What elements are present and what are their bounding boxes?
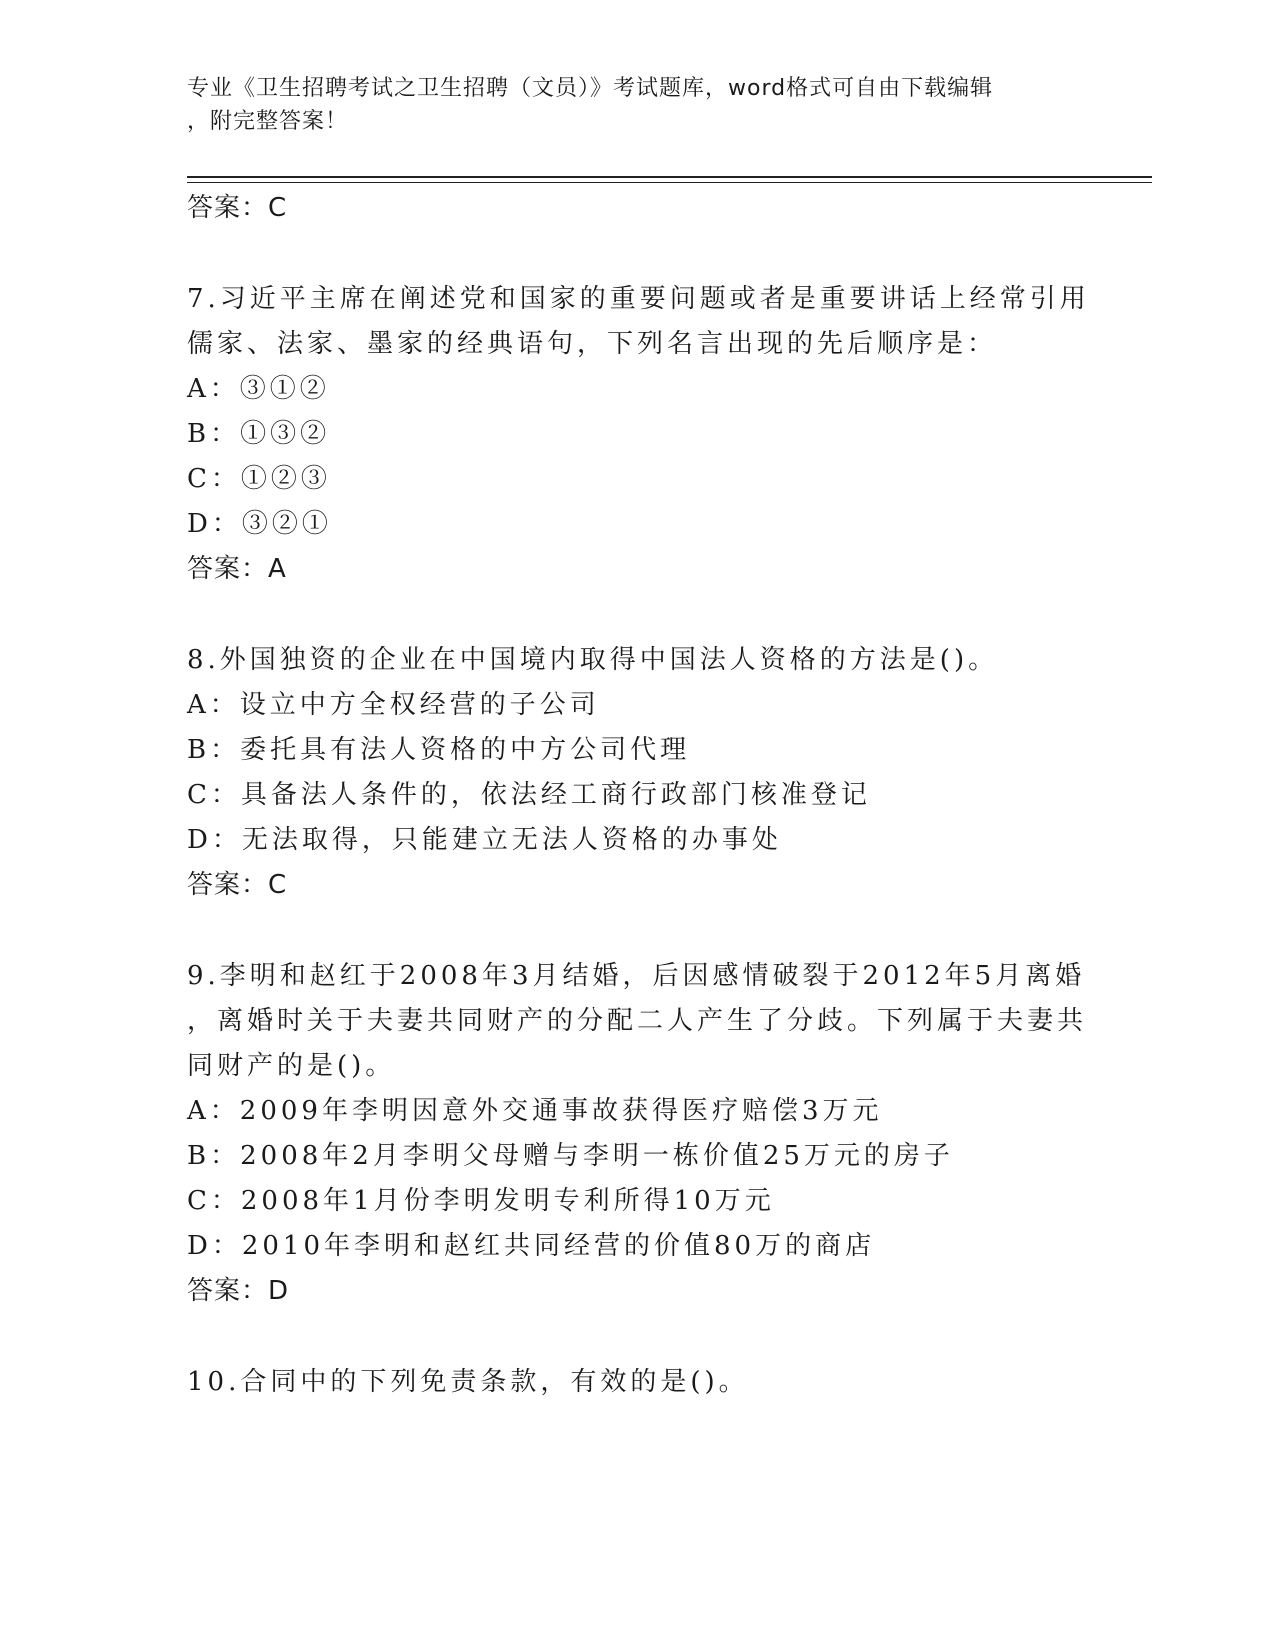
- header-rule-thin: [187, 182, 1152, 183]
- header-line-2: ，附完整答案！: [187, 109, 349, 134]
- option-a: A：③①②: [187, 374, 330, 404]
- question-7: [187, 277, 1090, 592]
- question-content: [187, 186, 1090, 1405]
- answer-line: 答案：D: [187, 1276, 290, 1306]
- answer-line: 答案：C: [187, 193, 288, 223]
- option-c: C：①②③: [187, 464, 331, 494]
- question-10: [187, 1360, 1087, 1405]
- header-rule-thick: [187, 176, 1152, 178]
- option-c: C：具备法人条件的，依法经工商行政部门核准登记: [187, 780, 871, 810]
- question-text-line: 儒家、法家、墨家的经典语句，下列名言出现的先后顺序是：: [187, 329, 998, 359]
- option-c: C：2008年1月份李明发明专利所得10万元: [187, 1186, 775, 1216]
- question-text-line: 8.外国独资的企业在中国境内取得中国法人资格的方法是()。: [187, 645, 999, 675]
- option-a: A：设立中方全权经营的子公司: [187, 690, 600, 720]
- answer-line: 答案：C: [187, 870, 288, 900]
- option-d: D：③②①: [187, 509, 332, 539]
- option-b: B：①③②: [187, 419, 331, 449]
- header-line-1: 专业《卫生招聘考试之卫生招聘（文员）》考试题库，word格式可自由下载编辑: [187, 76, 994, 101]
- question-text-line: 同财产的是()。: [187, 1051, 396, 1081]
- question-8: [187, 638, 1087, 908]
- option-d: D：无法取得，只能建立无法人资格的办事处: [187, 825, 782, 855]
- option-a: A：2009年李明因意外交通事故获得医疗赔偿3万元: [187, 1096, 883, 1126]
- answer-line: 答案：A: [187, 554, 287, 584]
- option-b: B：2008年2月李明父母赠与李明一栋价值25万元的房子: [187, 1141, 954, 1171]
- option-d: D：2010年李明和赵红共同经营的价值80万的商店: [187, 1231, 876, 1261]
- question-text-line: 9.李明和赵红于2008年3月结婚，后因感情破裂于2012年5月离婚: [187, 961, 1086, 991]
- question-text-line: ，离婚时关于夫妻共同财产的分配二人产生了分歧。下列属于夫妻共: [187, 1006, 1088, 1036]
- question-9: [187, 954, 1087, 1314]
- question-text-line: 7.习近平主席在阐述党和国家的重要问题或者是重要讲话上经常引用: [187, 284, 1090, 314]
- option-b: B：委托具有法人资格的中方公司代理: [187, 735, 691, 765]
- document-header: [187, 72, 1087, 138]
- question-text-line: 10.合同中的下列免责条款，有效的是()。: [187, 1367, 749, 1397]
